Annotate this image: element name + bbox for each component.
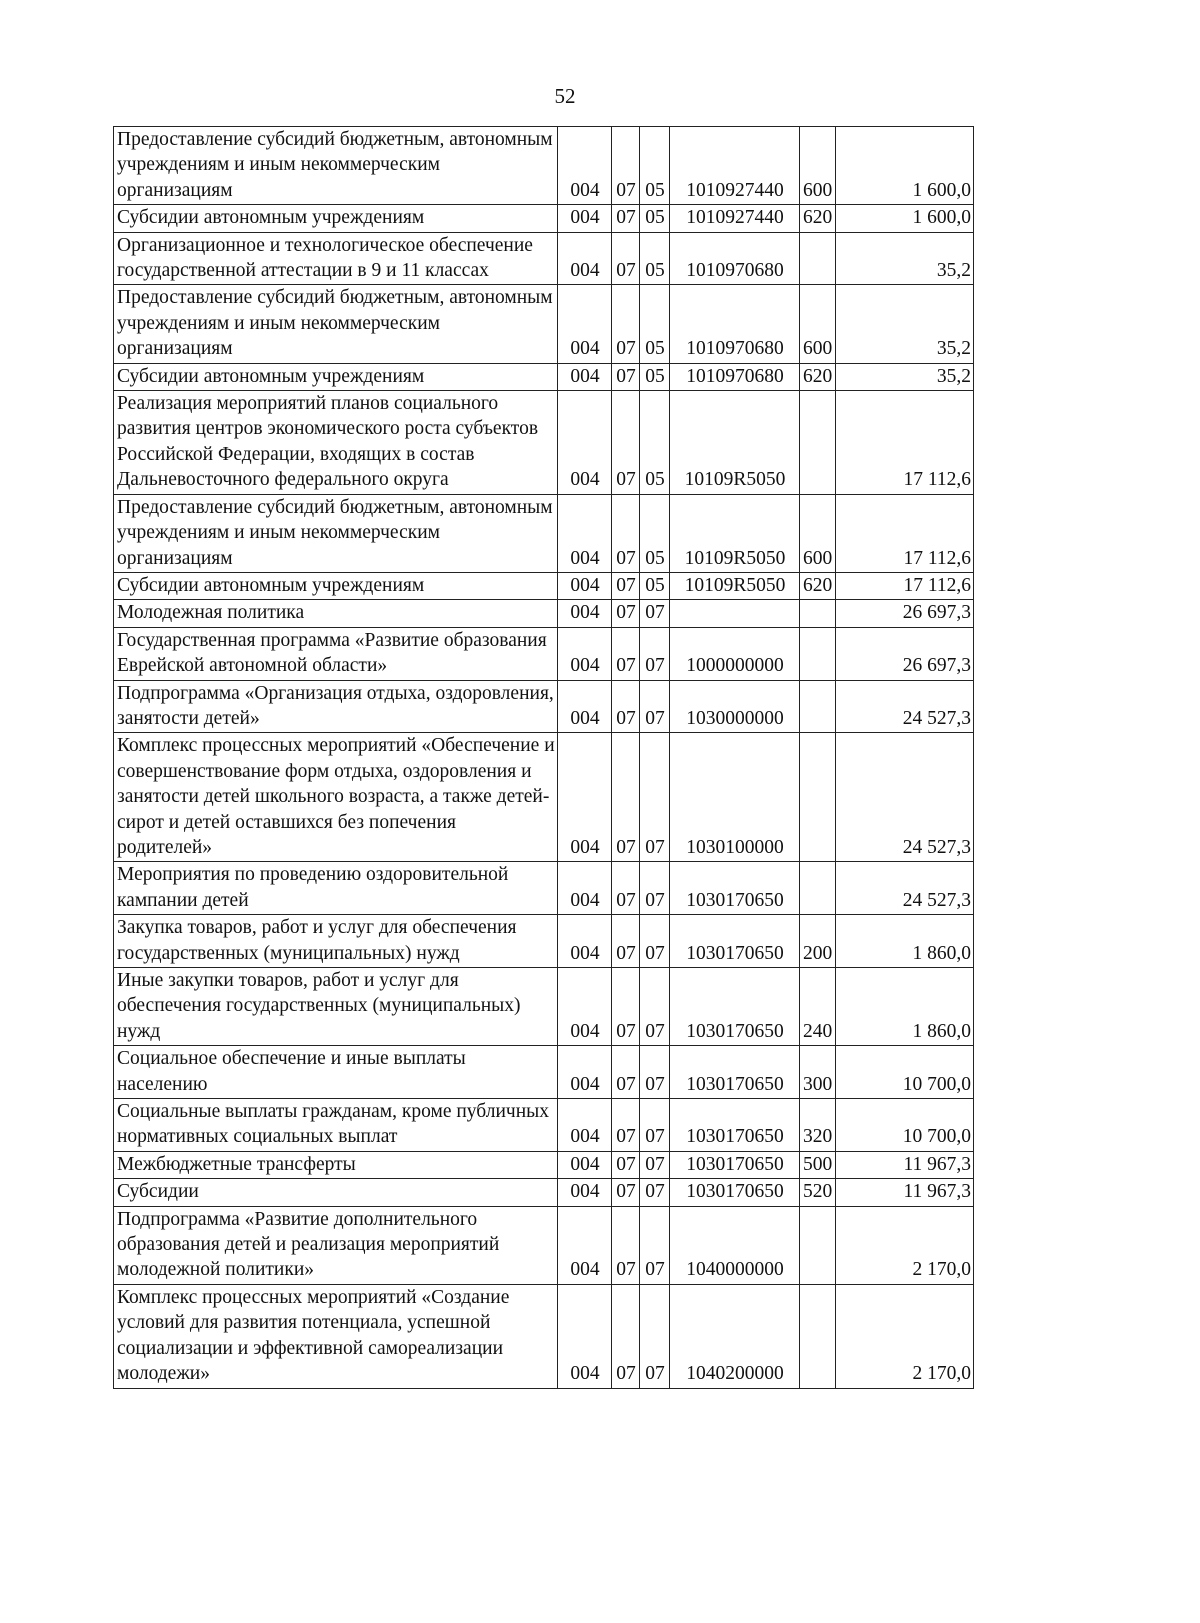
row-grbs-code: 004 bbox=[558, 1179, 612, 1206]
row-section-code: 07 bbox=[612, 391, 640, 495]
row-expense-type-code bbox=[800, 232, 836, 285]
page-number: 52 bbox=[554, 84, 576, 108]
row-section-code: 07 bbox=[612, 1046, 640, 1099]
row-grbs-code: 004 bbox=[558, 285, 612, 363]
row-target-article-code: 1000000000 bbox=[670, 627, 800, 680]
row-expense-type-code bbox=[800, 391, 836, 495]
row-section-code: 07 bbox=[612, 862, 640, 915]
row-section-code: 07 bbox=[612, 1284, 640, 1388]
table-row bbox=[114, 915, 974, 968]
row-grbs-code: 004 bbox=[558, 733, 612, 862]
row-target-article-code: 1010970680 bbox=[670, 363, 800, 390]
row-amount: 1 860,0 bbox=[836, 968, 974, 1046]
row-section-code: 07 bbox=[612, 600, 640, 627]
row-grbs-code: 004 bbox=[558, 600, 612, 627]
row-expense-type-code: 600 bbox=[800, 494, 836, 572]
row-grbs-code: 004 bbox=[558, 127, 612, 205]
row-section-code: 07 bbox=[612, 1151, 640, 1178]
row-grbs-code: 004 bbox=[558, 1046, 612, 1099]
row-subsection-code: 05 bbox=[640, 285, 670, 363]
row-name: Предоставление субсидий бюджетным, автономным учреждениям и иным некоммерческим организациям bbox=[114, 285, 558, 363]
row-amount: 35,2 bbox=[836, 363, 974, 390]
row-section-code: 07 bbox=[612, 232, 640, 285]
row-subsection-code: 05 bbox=[640, 127, 670, 205]
row-target-article-code: 10109R5050 bbox=[670, 572, 800, 599]
row-expense-type-code bbox=[800, 600, 836, 627]
row-grbs-code: 004 bbox=[558, 968, 612, 1046]
row-subsection-code: 05 bbox=[640, 205, 670, 232]
row-subsection-code: 07 bbox=[640, 968, 670, 1046]
row-grbs-code: 004 bbox=[558, 915, 612, 968]
row-expense-type-code: 240 bbox=[800, 968, 836, 1046]
row-grbs-code: 004 bbox=[558, 862, 612, 915]
row-target-article-code: 1030170650 bbox=[670, 968, 800, 1046]
table-row bbox=[114, 232, 974, 285]
row-section-code: 07 bbox=[612, 205, 640, 232]
row-subsection-code: 07 bbox=[640, 680, 670, 733]
row-expense-type-code: 620 bbox=[800, 363, 836, 390]
row-subsection-code: 07 bbox=[640, 1151, 670, 1178]
row-expense-type-code: 600 bbox=[800, 285, 836, 363]
row-expense-type-code: 300 bbox=[800, 1046, 836, 1099]
table-row bbox=[114, 1206, 974, 1284]
row-target-article-code: 1010927440 bbox=[670, 127, 800, 205]
row-amount: 10 700,0 bbox=[836, 1046, 974, 1099]
row-name: Комплекс процессных мероприятий «Обеспечение и совершенствование форм отдыха, оздоровления и занятости детей школьного возраста, а также детей-сирот и детей оставшихся без попечения родителей» bbox=[114, 733, 558, 862]
row-grbs-code: 004 bbox=[558, 232, 612, 285]
row-grbs-code: 004 bbox=[558, 363, 612, 390]
row-subsection-code: 07 bbox=[640, 600, 670, 627]
row-expense-type-code bbox=[800, 733, 836, 862]
table-row bbox=[114, 391, 974, 495]
row-amount: 17 112,6 bbox=[836, 494, 974, 572]
row-name: Государственная программа «Развитие образования Еврейской автономной области» bbox=[114, 627, 558, 680]
row-grbs-code: 004 bbox=[558, 572, 612, 599]
row-amount: 1 860,0 bbox=[836, 915, 974, 968]
row-amount: 26 697,3 bbox=[836, 600, 974, 627]
row-target-article-code: 1030170650 bbox=[670, 1046, 800, 1099]
row-amount: 2 170,0 bbox=[836, 1284, 974, 1388]
budget-table-body bbox=[114, 127, 974, 1389]
row-expense-type-code bbox=[800, 862, 836, 915]
row-grbs-code: 004 bbox=[558, 627, 612, 680]
row-target-article-code: 1030170650 bbox=[670, 1099, 800, 1152]
table-row bbox=[114, 127, 974, 205]
table-row bbox=[114, 1046, 974, 1099]
table-row bbox=[114, 1151, 974, 1178]
row-name: Мероприятия по проведению оздоровительной кампании детей bbox=[114, 862, 558, 915]
row-subsection-code: 07 bbox=[640, 1284, 670, 1388]
row-name: Реализация мероприятий планов социального развития центров экономического роста субъектов Российской Федерации, входящих в состав Дальневосточного федерального округа bbox=[114, 391, 558, 495]
row-expense-type-code: 320 bbox=[800, 1099, 836, 1152]
row-grbs-code: 004 bbox=[558, 391, 612, 495]
row-amount: 10 700,0 bbox=[836, 1099, 974, 1152]
row-section-code: 07 bbox=[612, 127, 640, 205]
table-row bbox=[114, 627, 974, 680]
row-name: Субсидии bbox=[114, 1179, 558, 1206]
row-expense-type-code bbox=[800, 627, 836, 680]
row-section-code: 07 bbox=[612, 680, 640, 733]
row-name: Предоставление субсидий бюджетным, автономным учреждениям и иным некоммерческим организациям bbox=[114, 127, 558, 205]
row-grbs-code: 004 bbox=[558, 1151, 612, 1178]
row-target-article-code: 1040200000 bbox=[670, 1284, 800, 1388]
row-subsection-code: 05 bbox=[640, 572, 670, 599]
row-amount: 2 170,0 bbox=[836, 1206, 974, 1284]
table-row bbox=[114, 600, 974, 627]
row-name: Социальное обеспечение и иные выплаты населению bbox=[114, 1046, 558, 1099]
row-name: Предоставление субсидий бюджетным, автономным учреждениям и иным некоммерческим организациям bbox=[114, 494, 558, 572]
row-subsection-code: 07 bbox=[640, 733, 670, 862]
row-subsection-code: 07 bbox=[640, 627, 670, 680]
row-name: Субсидии автономным учреждениям bbox=[114, 572, 558, 599]
row-section-code: 07 bbox=[612, 572, 640, 599]
row-name: Субсидии автономным учреждениям bbox=[114, 363, 558, 390]
row-section-code: 07 bbox=[612, 285, 640, 363]
row-amount: 1 600,0 bbox=[836, 205, 974, 232]
row-target-article-code bbox=[670, 600, 800, 627]
table-row bbox=[114, 680, 974, 733]
row-name: Комплекс процессных мероприятий «Создание условий для развития потенциала, успешной социализации и эффективной самореализации молодежи» bbox=[114, 1284, 558, 1388]
row-name: Подпрограмма «Организация отдыха, оздоровления, занятости детей» bbox=[114, 680, 558, 733]
row-subsection-code: 07 bbox=[640, 862, 670, 915]
row-name: Иные закупки товаров, работ и услуг для обеспечения государственных (муниципальных) нужд bbox=[114, 968, 558, 1046]
row-name: Закупка товаров, работ и услуг для обеспечения государственных (муниципальных) нужд bbox=[114, 915, 558, 968]
row-target-article-code: 1010970680 bbox=[670, 232, 800, 285]
row-subsection-code: 05 bbox=[640, 363, 670, 390]
table-row bbox=[114, 968, 974, 1046]
row-target-article-code: 1010927440 bbox=[670, 205, 800, 232]
row-subsection-code: 07 bbox=[640, 1046, 670, 1099]
row-expense-type-code: 620 bbox=[800, 572, 836, 599]
row-target-article-code: 10109R5050 bbox=[670, 391, 800, 495]
table-row bbox=[114, 205, 974, 232]
row-subsection-code: 07 bbox=[640, 1206, 670, 1284]
table-row bbox=[114, 733, 974, 862]
row-grbs-code: 004 bbox=[558, 680, 612, 733]
row-target-article-code: 1010970680 bbox=[670, 285, 800, 363]
row-target-article-code: 1030170650 bbox=[670, 862, 800, 915]
row-expense-type-code bbox=[800, 1206, 836, 1284]
row-expense-type-code: 520 bbox=[800, 1179, 836, 1206]
row-target-article-code: 10109R5050 bbox=[670, 494, 800, 572]
budget-table bbox=[113, 126, 974, 1389]
table-row bbox=[114, 1099, 974, 1152]
row-grbs-code: 004 bbox=[558, 1284, 612, 1388]
row-target-article-code: 1030000000 bbox=[670, 680, 800, 733]
row-grbs-code: 004 bbox=[558, 1099, 612, 1152]
row-amount: 24 527,3 bbox=[836, 680, 974, 733]
row-section-code: 07 bbox=[612, 494, 640, 572]
row-section-code: 07 bbox=[612, 627, 640, 680]
row-amount: 26 697,3 bbox=[836, 627, 974, 680]
row-amount: 11 967,3 bbox=[836, 1179, 974, 1206]
row-expense-type-code: 500 bbox=[800, 1151, 836, 1178]
table-row bbox=[114, 285, 974, 363]
row-subsection-code: 05 bbox=[640, 232, 670, 285]
row-section-code: 07 bbox=[612, 733, 640, 862]
table-row bbox=[114, 572, 974, 599]
row-target-article-code: 1030170650 bbox=[670, 915, 800, 968]
row-name: Молодежная политика bbox=[114, 600, 558, 627]
row-amount: 35,2 bbox=[836, 285, 974, 363]
row-section-code: 07 bbox=[612, 915, 640, 968]
table-row bbox=[114, 363, 974, 390]
row-expense-type-code bbox=[800, 680, 836, 733]
row-amount: 24 527,3 bbox=[836, 862, 974, 915]
row-amount: 35,2 bbox=[836, 232, 974, 285]
row-target-article-code: 1030170650 bbox=[670, 1179, 800, 1206]
row-name: Организационное и технологическое обеспечение государственной аттестации в 9 и 11 классах bbox=[114, 232, 558, 285]
row-subsection-code: 07 bbox=[640, 1099, 670, 1152]
table-row bbox=[114, 1179, 974, 1206]
row-subsection-code: 07 bbox=[640, 1179, 670, 1206]
row-grbs-code: 004 bbox=[558, 205, 612, 232]
row-section-code: 07 bbox=[612, 363, 640, 390]
row-subsection-code: 07 bbox=[640, 915, 670, 968]
row-grbs-code: 004 bbox=[558, 1206, 612, 1284]
row-target-article-code: 1040000000 bbox=[670, 1206, 800, 1284]
table-row bbox=[114, 494, 974, 572]
row-amount: 24 527,3 bbox=[836, 733, 974, 862]
row-section-code: 07 bbox=[612, 968, 640, 1046]
row-name: Подпрограмма «Развитие дополнительного образования детей и реализация мероприятий молодежной политики» bbox=[114, 1206, 558, 1284]
row-section-code: 07 bbox=[612, 1179, 640, 1206]
row-amount: 11 967,3 bbox=[836, 1151, 974, 1178]
row-section-code: 07 bbox=[612, 1099, 640, 1152]
row-expense-type-code: 600 bbox=[800, 127, 836, 205]
row-grbs-code: 004 bbox=[558, 494, 612, 572]
row-amount: 17 112,6 bbox=[836, 572, 974, 599]
row-target-article-code: 1030170650 bbox=[670, 1151, 800, 1178]
row-section-code: 07 bbox=[612, 1206, 640, 1284]
row-name: Межбюджетные трансферты bbox=[114, 1151, 558, 1178]
row-amount: 1 600,0 bbox=[836, 127, 974, 205]
row-subsection-code: 05 bbox=[640, 391, 670, 495]
row-amount: 17 112,6 bbox=[836, 391, 974, 495]
row-expense-type-code: 620 bbox=[800, 205, 836, 232]
table-row bbox=[114, 862, 974, 915]
row-target-article-code: 1030100000 bbox=[670, 733, 800, 862]
table-row bbox=[114, 1284, 974, 1388]
row-expense-type-code: 200 bbox=[800, 915, 836, 968]
row-subsection-code: 05 bbox=[640, 494, 670, 572]
row-name: Субсидии автономным учреждениям bbox=[114, 205, 558, 232]
row-name: Социальные выплаты гражданам, кроме публичных нормативных социальных выплат bbox=[114, 1099, 558, 1152]
row-expense-type-code bbox=[800, 1284, 836, 1388]
